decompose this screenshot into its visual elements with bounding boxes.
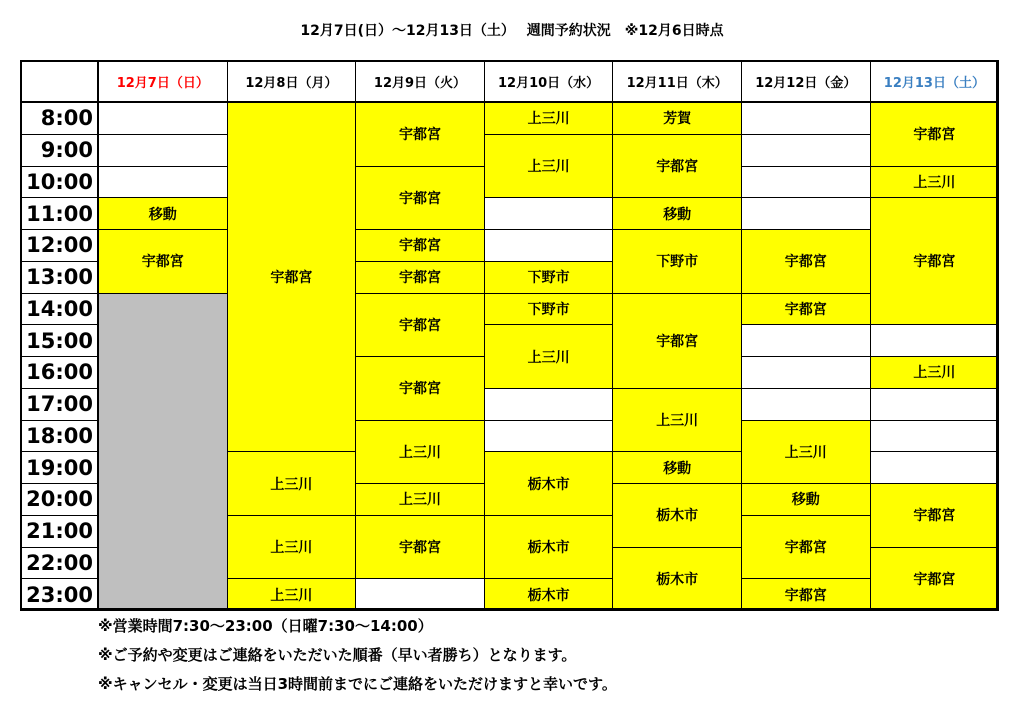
reservation-block: 宇都宮 — [870, 483, 1000, 548]
reservation-block: 上三川 — [227, 515, 357, 580]
reservation-block: 移動 — [612, 451, 742, 484]
time-label: 9:00 — [20, 134, 98, 167]
day-header: 12月8日（月） — [227, 60, 357, 102]
reservation-block: 宇都宮 — [98, 229, 228, 294]
day-header: 12月9日（火） — [355, 60, 485, 102]
reservation-block: 下野市 — [612, 229, 742, 294]
reservation-block: 宇都宮 — [355, 515, 485, 580]
time-label: 14:00 — [20, 293, 98, 326]
reservation-block: 上三川 — [355, 420, 485, 485]
reservation-block: 芳賀 — [612, 102, 742, 135]
open-slot — [98, 134, 228, 167]
note-first-come: ※ご予約や変更はご連絡をいただいた順番（早い者勝ち）となります。 — [98, 646, 577, 664]
day-header: 12月10日（水） — [484, 60, 614, 102]
reservation-block: 上三川 — [612, 388, 742, 453]
reservation-block: 下野市 — [484, 261, 614, 294]
reservation-block: 移動 — [741, 483, 871, 516]
open-slot — [484, 229, 614, 262]
reservation-block: 宇都宮 — [741, 578, 871, 611]
open-slot — [484, 388, 614, 421]
reservation-block: 宇都宮 — [741, 293, 871, 326]
note-cancellation: ※キャンセル・変更は当日3時間前までにご連絡をいただけますと幸いです。 — [98, 675, 617, 693]
day-header: 12月12日（金） — [741, 60, 871, 102]
reservation-block: 移動 — [612, 197, 742, 230]
time-label: 19:00 — [20, 451, 98, 484]
open-slot — [741, 324, 871, 357]
weekly-reservation-table — [20, 60, 998, 610]
reservation-block: 宇都宮 — [355, 229, 485, 262]
time-label: 17:00 — [20, 388, 98, 421]
open-slot — [355, 578, 485, 611]
open-slot — [741, 356, 871, 389]
reservation-block: 栃木市 — [484, 451, 614, 516]
open-slot — [870, 324, 1000, 357]
time-label: 12:00 — [20, 229, 98, 262]
open-slot — [870, 388, 1000, 421]
reservation-block: 宇都宮 — [355, 356, 485, 421]
reservation-block: 上三川 — [741, 420, 871, 485]
day-header: 12月7日（日） — [98, 60, 228, 102]
open-slot — [484, 197, 614, 230]
time-label: 8:00 — [20, 102, 98, 135]
reservation-block: 栃木市 — [484, 515, 614, 580]
reservation-block: 宇都宮 — [741, 229, 871, 294]
reservation-block: 上三川 — [870, 356, 1000, 389]
reservation-block: 宇都宮 — [612, 134, 742, 199]
page-title: 12月7日(日）～12月13日（土） 週間予約状況 ※12月6日時点 — [300, 23, 724, 39]
reservation-block: 宇都宮 — [227, 102, 357, 452]
reservation-block: 宇都宮 — [870, 102, 1000, 167]
open-slot — [741, 197, 871, 230]
day-header: 12月11日（木） — [612, 60, 742, 102]
reservation-block: 上三川 — [484, 134, 614, 199]
time-label: 20:00 — [20, 483, 98, 516]
reservation-block: 宇都宮 — [355, 102, 485, 167]
reservation-block: 上三川 — [227, 578, 357, 611]
reservation-block: 上三川 — [484, 324, 614, 389]
open-slot — [741, 102, 871, 135]
reservation-block: 上三川 — [227, 451, 357, 516]
time-label: 23:00 — [20, 578, 98, 611]
note-business-hours: ※営業時間7:30～23:00（日曜7:30～14:00） — [98, 617, 433, 635]
reservation-block: 宇都宮 — [355, 166, 485, 231]
reservation-block: 栃木市 — [612, 547, 742, 612]
open-slot — [484, 420, 614, 453]
time-label: 13:00 — [20, 261, 98, 294]
time-label: 21:00 — [20, 515, 98, 548]
day-header: 12月13日（土） — [870, 60, 1000, 102]
open-slot — [741, 166, 871, 199]
reservation-block: 上三川 — [870, 166, 1000, 199]
time-label: 11:00 — [20, 197, 98, 230]
time-label: 18:00 — [20, 420, 98, 453]
time-label: 10:00 — [20, 166, 98, 199]
reservation-block: 上三川 — [355, 483, 485, 516]
open-slot — [870, 451, 1000, 484]
reservation-block: 上三川 — [484, 102, 614, 135]
notes — [98, 612, 617, 699]
open-slot — [870, 420, 1000, 453]
reservation-block: 宇都宮 — [870, 197, 1000, 325]
reservation-block: 宇都宮 — [870, 547, 1000, 612]
open-slot — [98, 166, 228, 199]
reservation-block: 宇都宮 — [612, 293, 742, 389]
reservation-block: 下野市 — [484, 293, 614, 326]
closed-block — [98, 293, 228, 612]
reservation-block: 宇都宮 — [355, 261, 485, 294]
open-slot — [98, 102, 228, 135]
reservation-block: 栃木市 — [612, 483, 742, 548]
reservation-block: 移動 — [98, 197, 228, 230]
corner-header — [20, 60, 98, 102]
reservation-block: 宇都宮 — [355, 293, 485, 358]
reservation-block: 栃木市 — [484, 578, 614, 611]
open-slot — [741, 388, 871, 421]
time-label: 15:00 — [20, 324, 98, 357]
time-label: 16:00 — [20, 356, 98, 389]
reservation-block: 宇都宮 — [741, 515, 871, 580]
time-label: 22:00 — [20, 547, 98, 580]
open-slot — [741, 134, 871, 167]
